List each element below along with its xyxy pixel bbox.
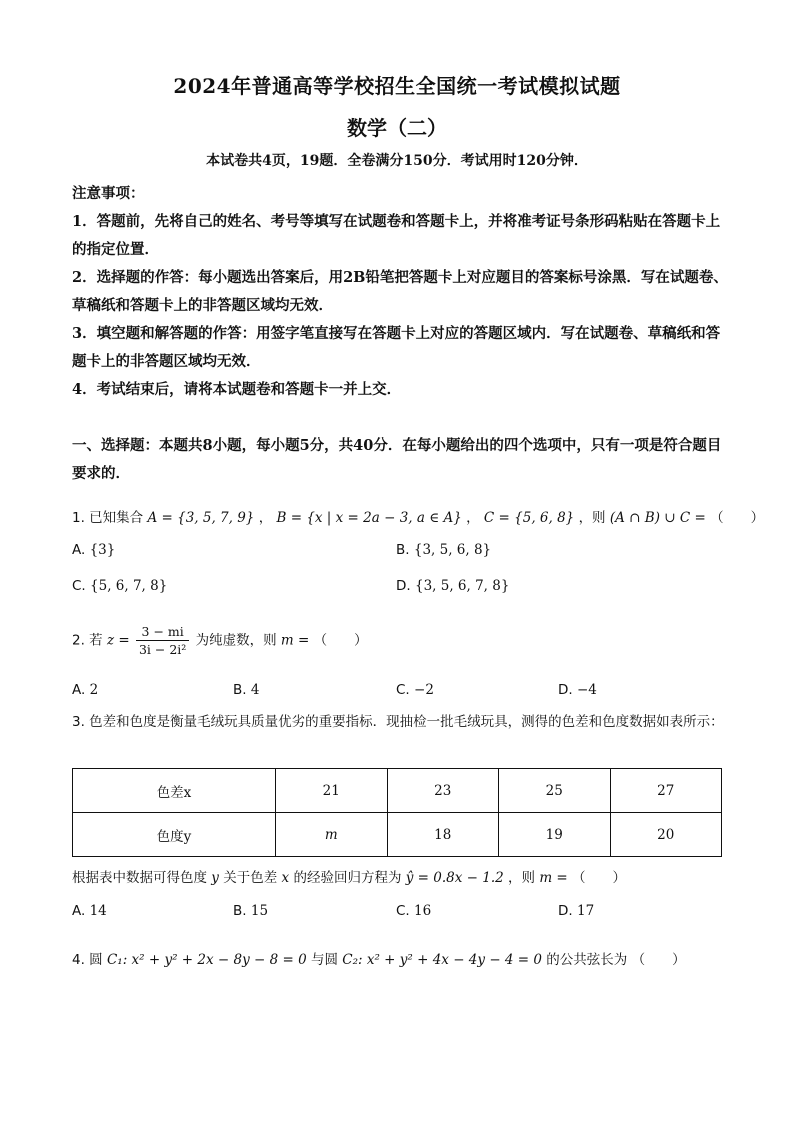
q1-set-a: A = {3, 5, 7, 9} <box>147 510 255 526</box>
q2-denominator: 3i − 2i² <box>138 642 187 657</box>
q1-option-b-value: {3, 5, 6, 8} <box>413 542 492 558</box>
q3-option-a-value: 14 <box>89 903 107 919</box>
table-cell: 27 <box>610 769 722 813</box>
q2-option-b-value: 4 <box>250 682 260 698</box>
table-row <box>73 769 722 813</box>
q3-option-d-value: 17 <box>576 903 595 919</box>
q1-option-a-value: {3} <box>89 542 116 558</box>
q1-sep-1: ， <box>258 510 273 526</box>
q2-fraction <box>136 624 189 657</box>
q1-ask-prefix: ，则 <box>578 510 606 526</box>
q3-follow-prefix: 根据表中数据可得色度 <box>72 870 207 886</box>
q3-option-d <box>558 903 594 919</box>
q2-option-a <box>72 682 98 698</box>
q2-option-d-value: −4 <box>576 682 597 698</box>
q2-prefix: 2. 若 <box>72 632 103 649</box>
q1-option-b <box>396 542 491 558</box>
q3-option-b-value: 15 <box>250 903 269 919</box>
q3-option-a-label: A. <box>72 903 86 919</box>
table-cell: 25 <box>499 769 611 813</box>
table-cell: 23 <box>387 769 499 813</box>
question-1 <box>72 506 764 526</box>
q1-option-c-label: C. <box>72 578 86 594</box>
question-3: 3. 色差和色度是衡量毛绒玩具质量优劣的重要指标．现抽检一批毛绒玩具，测得的色差和色度数据如表所示： <box>72 714 724 730</box>
q3-option-c-value: 16 <box>414 903 432 919</box>
q2-option-b <box>233 682 259 698</box>
q2-numerator: 3 − mi <box>136 624 189 641</box>
notes-section <box>72 180 732 404</box>
q2-suffix: 为纯虚数，则 <box>195 632 277 649</box>
q2-var: m = <box>280 632 310 649</box>
q2-lhs: z = <box>106 632 130 649</box>
q2-option-a-label: A. <box>72 682 86 698</box>
exam-info: 本试卷共4页，19题．全卷满分150分．考试用时120分钟． <box>206 153 588 169</box>
q1-option-b-label: B. <box>396 542 410 558</box>
q1-sep-2: ， <box>466 510 480 526</box>
exam-title: 2024年普通高等学校招生全国统一考试模拟试题 <box>173 74 621 98</box>
table-row-header: 色差x <box>73 769 276 813</box>
q3-option-d-label: D. <box>558 903 573 919</box>
q3-equation: ŷ = 0.8x − 1.2 <box>405 870 504 886</box>
q4-prefix: 4. 圆 <box>72 952 103 968</box>
q3-follow-up <box>72 866 626 886</box>
q3-follow-mid: 关于色差 <box>223 870 278 886</box>
q1-set-c: C = {5, 6, 8} <box>483 510 575 526</box>
q1-option-d-value: {3, 5, 6, 7, 8} <box>414 578 510 594</box>
q2-option-d <box>558 682 597 698</box>
q4-blank: （ ） <box>631 952 686 968</box>
q1-option-a-label: A. <box>72 542 86 558</box>
q3-option-b <box>233 903 268 919</box>
table-cell: 21 <box>276 769 388 813</box>
q4-mid: 与圆 <box>310 952 338 968</box>
q3-option-c-label: C. <box>396 903 410 919</box>
table-row <box>73 813 722 857</box>
q1-option-c <box>72 578 167 594</box>
q4-suffix: 的公共弦长为 <box>546 952 628 968</box>
exam-subtitle: 数学（二） <box>347 116 447 140</box>
q1-option-a <box>72 542 115 558</box>
note-item-3: 3．填空题和解答题的作答：用签字笔直接写在答题卡上对应的答题区域内．写在试题卷、草稿纸和答题卡上的非答题区域均无效． <box>72 325 721 370</box>
note-item-4: 4．考试结束后，请将本试题卷和答题卡一并上交． <box>72 381 402 398</box>
table-cell: 19 <box>499 813 611 857</box>
q2-option-b-label: B. <box>233 682 247 698</box>
q3-blank: （ ） <box>572 870 627 886</box>
q1-option-c-value: {5, 6, 7, 8} <box>90 578 168 594</box>
q1-blank: （ ） <box>710 510 765 526</box>
table-cell: m <box>276 813 388 857</box>
q1-option-d-label: D. <box>396 578 411 594</box>
q4-circle-1: C₁: x² + y² + 2x − 8y − 8 = 0 <box>106 952 307 968</box>
q2-option-d-label: D. <box>558 682 573 698</box>
q2-option-a-value: 2 <box>89 682 99 698</box>
q3-follow-suffix: ，则 <box>508 870 536 886</box>
section-heading: 一、选择题：本题共8小题，每小题5分，共40分．在每小题给出的四个选项中，只有一项是符合题目要求的． <box>72 437 722 482</box>
table-cell: 20 <box>610 813 722 857</box>
q1-prefix: 1. 已知集合 <box>72 510 144 526</box>
q3-y-var: y <box>211 870 219 886</box>
question-2 <box>72 624 368 657</box>
q3-data-table <box>72 768 722 857</box>
q1-expression: (A ∩ B) ∪ C = <box>609 510 706 526</box>
q2-option-c-label: C. <box>396 682 410 698</box>
q2-option-c-value: −2 <box>414 682 434 698</box>
q2-blank: （ ） <box>313 632 368 649</box>
question-4 <box>72 948 686 968</box>
q3-option-b-label: B. <box>233 903 247 919</box>
table-cell: 18 <box>387 813 499 857</box>
table-row-header: 色度y <box>73 813 276 857</box>
q4-circle-2: C₂: x² + y² + 4x − 4y − 4 = 0 <box>342 952 542 968</box>
q1-set-b: B = {x | x = 2a − 3, a ∈ A} <box>276 510 462 526</box>
q3-follow-mid2: 的经验回归方程为 <box>293 870 402 886</box>
q2-option-c <box>396 682 434 698</box>
note-item-2: 2．选择题的作答：每小题选出答案后，用2B铅笔把答题卡上对应题目的答案标号涂黑．写在试题卷、草稿纸和答题卡上的非答题区域均无效． <box>72 269 728 314</box>
notes-heading: 注意事项： <box>72 185 145 202</box>
q3-option-c <box>396 903 431 919</box>
q3-x-var: x <box>281 870 290 886</box>
q1-option-d <box>396 578 509 594</box>
q3-option-a <box>72 903 107 919</box>
q3-var: m = <box>539 870 568 886</box>
note-item-1: 1．答题前，先将自己的姓名、考号等填写在试题卷和答题卡上，并将准考证号条形码粘贴在答题卡上的指定位置． <box>72 213 721 258</box>
